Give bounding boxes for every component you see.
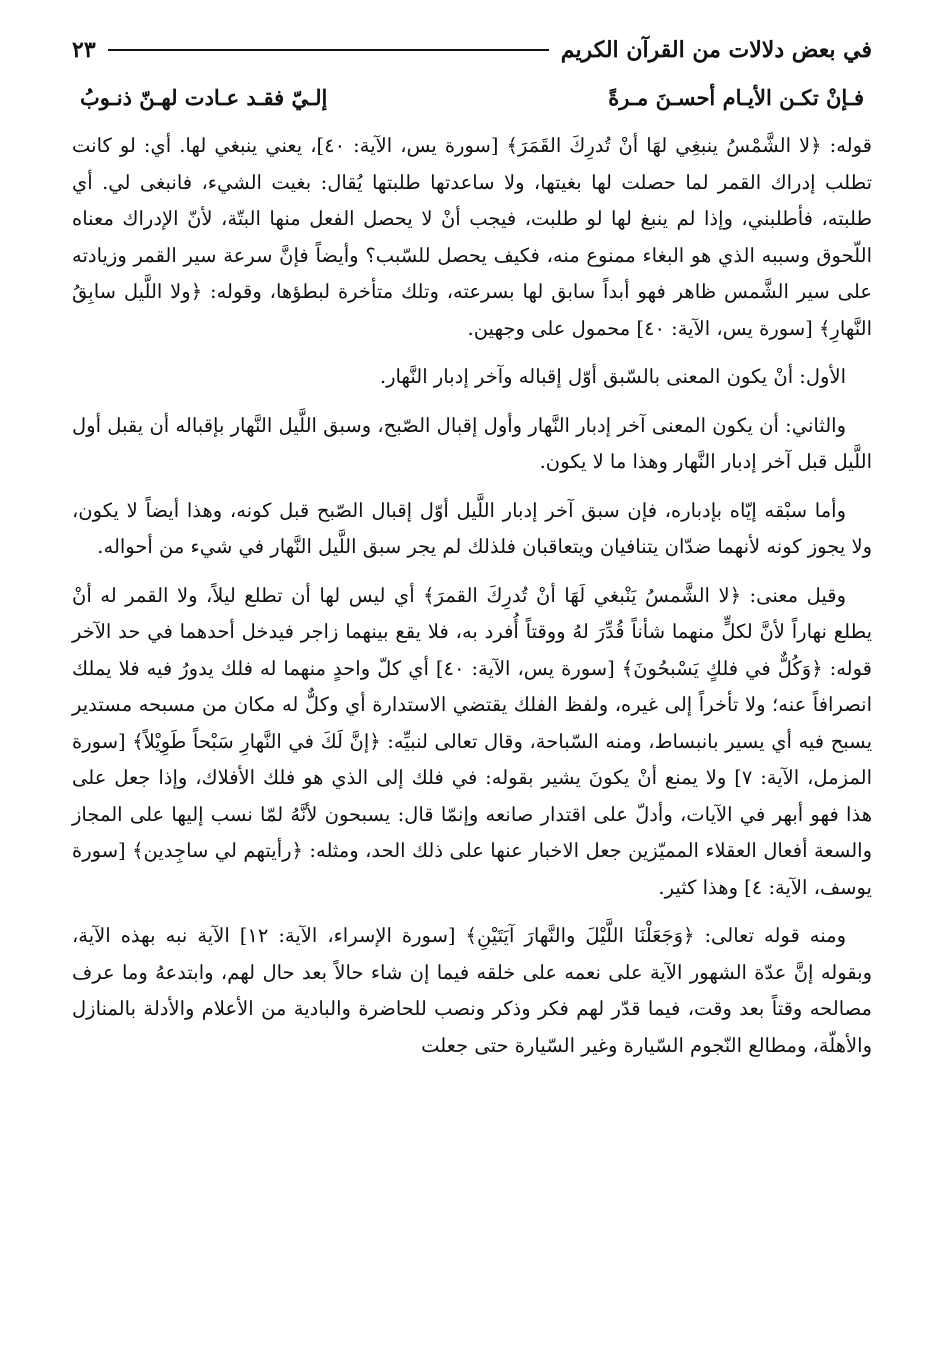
paragraph-3: والثاني: أن يكون المعنى آخر إدبار النَّهار وأول إقبال الصّبح، وسبق اللَّيل النَّهار بإقباله أن يقبل أول اللَّيل قبل آخر إدبار النَّهار وهذا ما لا يكون. <box>72 413 872 473</box>
page-number: ٢٣ <box>72 37 96 63</box>
running-header-title: في بعض دلالات من القرآن الكريم <box>560 37 872 63</box>
running-header <box>72 30 872 70</box>
poetry-verse <box>80 78 864 118</box>
paragraph-4: وأما سبْقه إيّاه بإدباره، فإن سبق آخر إدبار اللَّيل أوّل إقبال الصّبح قبل كونه، وهذا أيضاً لا يكون، ولا يجوز كونه لأنهما ضدّان يتنافيان ويتعاقبان فلذلك لم يجر سبق اللَّيل النَّهار في شيء من أحواله. <box>72 498 872 558</box>
paragraph-5: وقيل معنى: ﴿لا الشَّمسُ يَنْبغي لَهَا أنْ تُدرِكَ القمرَ﴾ أي ليس لها أن تطلع ليلاً، ولا القمر له أنْ يطلع نهاراً لأنَّ لكلٍّ منهما شأناً قُدِّرَ لهُ ووقتاً أُفرد به، فلا يقع بينهما زاجر فيدخل أحدهما في حد الآخر قوله: ﴿وَكُلٌّ في فلكٍ يَسْبحُونَ﴾ [سورة يس، الآية: ٤٠] أي كلّ واحدٍ منهما له فلك يدورُ فيه فلا يملك انصرافاً عنه؛ ولا تأخراً إلى غيره، ولفظ الفلك يقتضي الاستدارة أي وكلٌّ له مكان من مسبحه مستدير يسبح فيه أي يسير بانبساط، ومنه السّباحة، وقال تعالى لنبيِّه: ﴿إنَّ لَكَ في النَّهارِ سَبْحاً طَوِيْلاً﴾ [سورة المزمل، الآية: ٧] ولا يمنع أنْ يكونَ يشير بقوله: في فلك إلى الذي هو فلك الأفلاك، وإذا جعل على هذا فهو أبهر في الآيات، وأدلّ على اقتدار صانعه وإنمّا قال: يسبحون لأنَّهُ لمّا نسب إليها على المجاز والسعة أفعال العقلاء المميّزين جعل الاخبار عنها على ذلك الحد، ومثله: ﴿رأيتهم لي ساجِدين﴾ [سورة يوسف، الآية: ٤] وهذا كثير. <box>72 583 873 899</box>
paragraph-2: الأول: أنْ يكون المعنى بالسّبق أوّل إقباله وآخر إدبار النَّهار. <box>379 365 846 388</box>
paragraph-6: ومنه قوله تعالى: ﴿وَجَعَلْنَا اللَّيْلَ والنَّهارَ آيَتَيْنِ﴾ [سورة الإسراء، الآية: ١٢] الآية نبه بهذه الآية، وبقوله إنَّ عدّة الشهور الآية على نعمه على خلقه فيما إن شاء حالاً بعد حال لهم، وابتدعهُ وما عرف مصالحه وقتاً بعد وقت، فيما قدّر لهم فكر وذكر ونصب للحاضرة والبادية من الأعلام والأدلة بالمنازل والأهلّة، ومطالع النّجوم السّيارة وغير السّيارة حتى جعلت <box>72 924 872 1057</box>
book-page <box>72 30 872 1330</box>
paragraph-1: قوله: ﴿لا الشَّمْسُ ينبغِي لهَا أنْ تُدرِكَ القَمَرَ﴾ [سورة يس، الآية: ٤٠]، يعني ينبغي لها. أي: لو كانت تطلب إدراك القمر لما حصلت لها بغيتها، ولا ساعدتها طلبتها يُقال: بغيت الشيء، فانبغى لي. أي طلبته، فأطلبني، وإذا لم ينبغ لها لو طلبت، فيجب أنْ لا يحصل الفعل منها البتّة، لأنّ الإدراك معناه اللّحوق وسببه الذي هو البغاء ممنوع منه، فكيف يحصل للسّبب؟ وأيضاً فإنَّ سرعة سير القمر وزيادته على سير الشَّمس ظاهر فهو أبداً سابق لها بسرعته، وتلك متأخرة لبطؤها، وقوله: ﴿ولا اللَّيل سابِقُ النَّهارِ﴾ [سورة يس، الآية: ٤٠] محمول على وجهين. <box>72 134 872 340</box>
header-rule <box>108 49 549 51</box>
verse-first-hemistich: فـإنْ تكـن الأيـام أحسـنَ مـرةً <box>608 85 864 110</box>
verse-second-hemistich: إلـيّ فقـد عـادت لهـنّ ذنـوبُ <box>80 85 328 110</box>
